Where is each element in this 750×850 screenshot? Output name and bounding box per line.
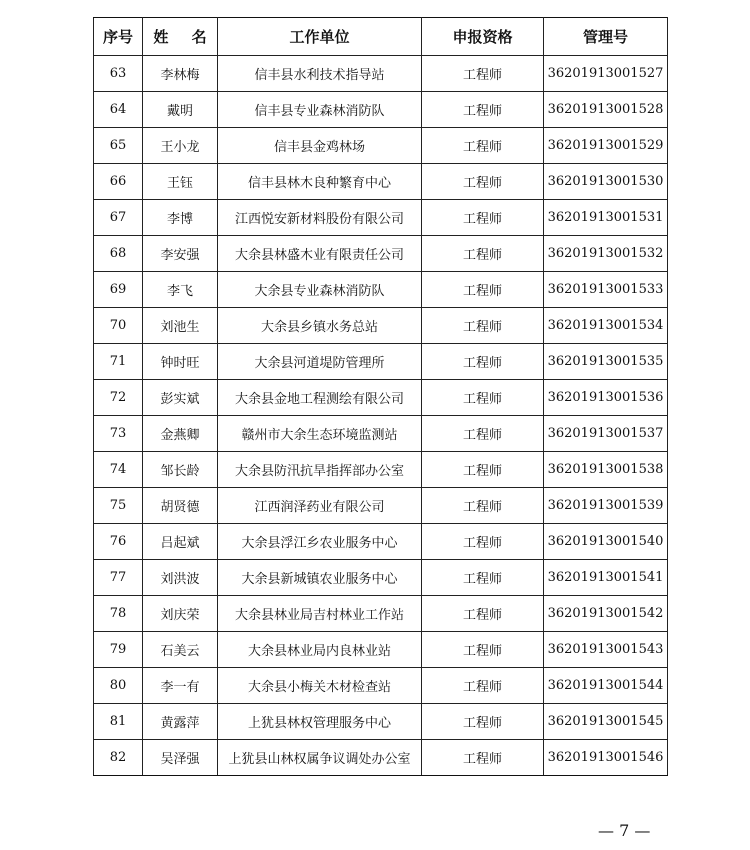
table-row	[94, 668, 668, 704]
cell-qualification: 工程师	[422, 560, 544, 596]
cell-management-number: 36201913001543	[544, 632, 668, 668]
cell-qualification: 工程师	[422, 164, 544, 200]
cell-work-unit: 大余县金地工程测绘有限公司	[218, 380, 422, 416]
cell-qualification: 工程师	[422, 596, 544, 632]
cell-serial-number: 80	[94, 668, 143, 704]
cell-serial-number: 69	[94, 272, 143, 308]
cell-management-number: 36201913001542	[544, 596, 668, 632]
table-row	[94, 452, 668, 488]
table-row	[94, 560, 668, 596]
table-row	[94, 272, 668, 308]
table-row	[94, 380, 668, 416]
cell-management-number: 36201913001527	[544, 56, 668, 92]
header-name: 姓 名	[143, 18, 218, 56]
cell-management-number: 36201913001545	[544, 704, 668, 740]
cell-qualification: 工程师	[422, 488, 544, 524]
cell-serial-number: 78	[94, 596, 143, 632]
table-row	[94, 740, 668, 776]
table-header-row	[94, 18, 668, 56]
table-row	[94, 596, 668, 632]
cell-qualification: 工程师	[422, 380, 544, 416]
cell-work-unit: 信丰县专业森林消防队	[218, 92, 422, 128]
cell-name: 李安强	[143, 236, 218, 272]
cell-serial-number: 75	[94, 488, 143, 524]
cell-qualification: 工程师	[422, 416, 544, 452]
cell-name: 王钰	[143, 164, 218, 200]
table-row	[94, 632, 668, 668]
cell-serial-number: 70	[94, 308, 143, 344]
table-body	[94, 56, 668, 776]
cell-name: 王小龙	[143, 128, 218, 164]
cell-serial-number: 81	[94, 704, 143, 740]
cell-work-unit: 上犹县山林权属争议调处办公室	[218, 740, 422, 776]
cell-serial-number: 76	[94, 524, 143, 560]
cell-serial-number: 64	[94, 92, 143, 128]
cell-work-unit: 信丰县林木良种繁育中心	[218, 164, 422, 200]
cell-name: 石美云	[143, 632, 218, 668]
cell-name: 李博	[143, 200, 218, 236]
cell-work-unit: 大余县乡镇水务总站	[218, 308, 422, 344]
cell-management-number: 36201913001532	[544, 236, 668, 272]
cell-name: 胡贤德	[143, 488, 218, 524]
cell-name: 刘洪波	[143, 560, 218, 596]
cell-qualification: 工程师	[422, 344, 544, 380]
cell-name: 吕起斌	[143, 524, 218, 560]
cell-serial-number: 63	[94, 56, 143, 92]
table-row	[94, 92, 668, 128]
cell-management-number: 36201913001534	[544, 308, 668, 344]
cell-qualification: 工程师	[422, 740, 544, 776]
table-row	[94, 128, 668, 164]
cell-management-number: 36201913001529	[544, 128, 668, 164]
cell-work-unit: 信丰县金鸡林场	[218, 128, 422, 164]
cell-work-unit: 上犹县林权管理服务中心	[218, 704, 422, 740]
header-management-number: 管理号	[544, 18, 668, 56]
cell-serial-number: 66	[94, 164, 143, 200]
cell-management-number: 36201913001538	[544, 452, 668, 488]
cell-management-number: 36201913001540	[544, 524, 668, 560]
cell-management-number: 36201913001528	[544, 92, 668, 128]
cell-qualification: 工程师	[422, 668, 544, 704]
cell-work-unit: 大余县防汛抗旱指挥部办公室	[218, 452, 422, 488]
cell-name: 刘庆荣	[143, 596, 218, 632]
cell-serial-number: 82	[94, 740, 143, 776]
cell-work-unit: 大余县新城镇农业服务中心	[218, 560, 422, 596]
cell-work-unit: 江西润泽药业有限公司	[218, 488, 422, 524]
table-row	[94, 200, 668, 236]
table-row	[94, 56, 668, 92]
cell-work-unit: 大余县林业局吉村林业工作站	[218, 596, 422, 632]
cell-serial-number: 68	[94, 236, 143, 272]
table-row	[94, 416, 668, 452]
header-work-unit: 工作单位	[218, 18, 422, 56]
cell-name: 刘池生	[143, 308, 218, 344]
page-number: — 7 —	[598, 821, 651, 840]
cell-qualification: 工程师	[422, 236, 544, 272]
cell-management-number: 36201913001533	[544, 272, 668, 308]
cell-qualification: 工程师	[422, 308, 544, 344]
cell-name: 吴泽强	[143, 740, 218, 776]
cell-qualification: 工程师	[422, 272, 544, 308]
cell-management-number: 36201913001544	[544, 668, 668, 704]
cell-work-unit: 大余县浮江乡农业服务中心	[218, 524, 422, 560]
cell-serial-number: 77	[94, 560, 143, 596]
cell-qualification: 工程师	[422, 524, 544, 560]
cell-name: 钟时旺	[143, 344, 218, 380]
cell-management-number: 36201913001541	[544, 560, 668, 596]
cell-management-number: 36201913001539	[544, 488, 668, 524]
cell-work-unit: 大余县河道堤防管理所	[218, 344, 422, 380]
cell-work-unit: 大余县专业森林消防队	[218, 272, 422, 308]
cell-serial-number: 73	[94, 416, 143, 452]
cell-qualification: 工程师	[422, 704, 544, 740]
cell-work-unit: 大余县林盛木业有限责任公司	[218, 236, 422, 272]
cell-management-number: 36201913001537	[544, 416, 668, 452]
cell-management-number: 36201913001535	[544, 344, 668, 380]
cell-name: 戴明	[143, 92, 218, 128]
cell-name: 彭实斌	[143, 380, 218, 416]
cell-qualification: 工程师	[422, 128, 544, 164]
cell-work-unit: 赣州市大余生态环境监测站	[218, 416, 422, 452]
cell-management-number: 36201913001546	[544, 740, 668, 776]
cell-name: 邹长龄	[143, 452, 218, 488]
cell-serial-number: 72	[94, 380, 143, 416]
table-row	[94, 308, 668, 344]
cell-qualification: 工程师	[422, 56, 544, 92]
cell-work-unit: 大余县小梅关木材检查站	[218, 668, 422, 704]
cell-work-unit: 大余县林业局内良林业站	[218, 632, 422, 668]
table-row	[94, 488, 668, 524]
header-qualification: 申报资格	[422, 18, 544, 56]
cell-management-number: 36201913001531	[544, 200, 668, 236]
cell-serial-number: 74	[94, 452, 143, 488]
cell-name: 李飞	[143, 272, 218, 308]
cell-name: 李林梅	[143, 56, 218, 92]
cell-name: 李一有	[143, 668, 218, 704]
cell-work-unit: 江西悦安新材料股份有限公司	[218, 200, 422, 236]
cell-qualification: 工程师	[422, 452, 544, 488]
table-row	[94, 704, 668, 740]
cell-name: 金燕卿	[143, 416, 218, 452]
cell-qualification: 工程师	[422, 200, 544, 236]
table-row	[94, 344, 668, 380]
cell-serial-number: 65	[94, 128, 143, 164]
header-serial-number: 序号	[94, 18, 143, 56]
cell-work-unit: 信丰县水利技术指导站	[218, 56, 422, 92]
cell-serial-number: 79	[94, 632, 143, 668]
cell-name: 黄露萍	[143, 704, 218, 740]
table-row	[94, 236, 668, 272]
cell-management-number: 36201913001536	[544, 380, 668, 416]
cell-management-number: 36201913001530	[544, 164, 668, 200]
cell-qualification: 工程师	[422, 632, 544, 668]
table-row	[94, 164, 668, 200]
cell-serial-number: 71	[94, 344, 143, 380]
cell-qualification: 工程师	[422, 92, 544, 128]
table-row	[94, 524, 668, 560]
roster-table	[93, 17, 668, 776]
cell-serial-number: 67	[94, 200, 143, 236]
